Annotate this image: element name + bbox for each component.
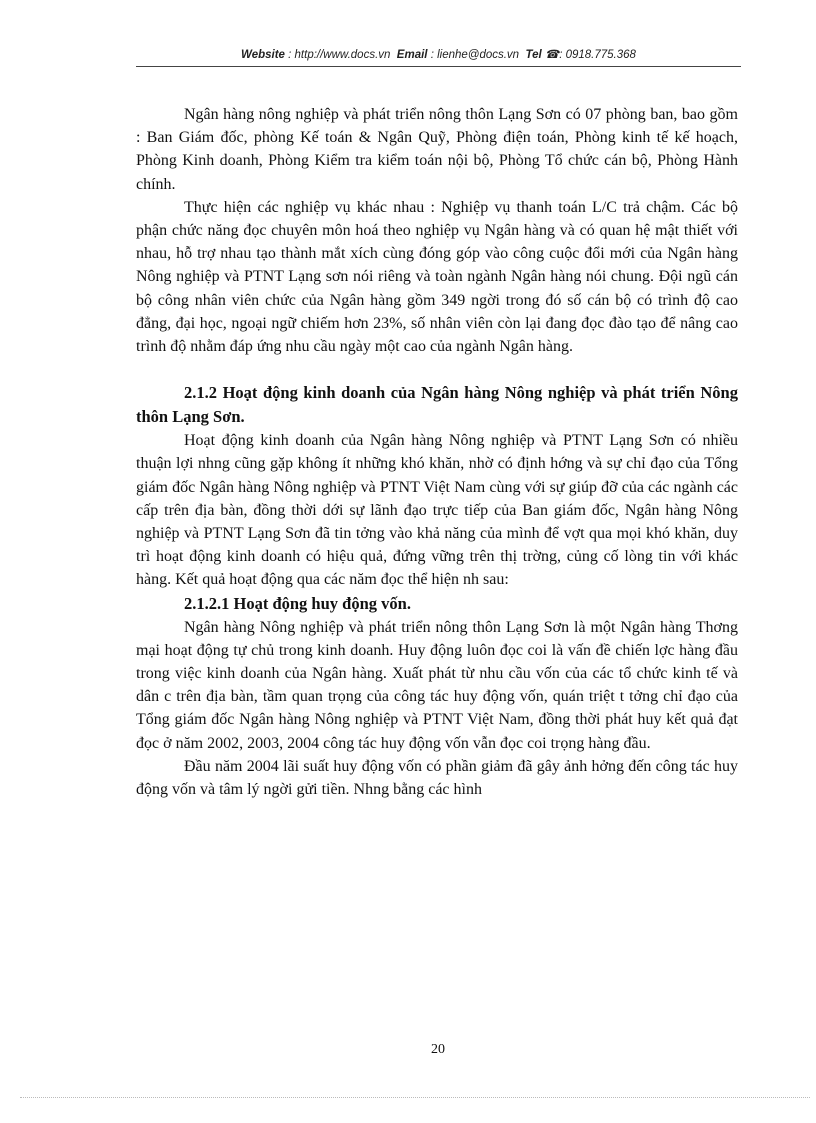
website-label: Website — [241, 49, 285, 61]
section-heading-2-1-2: 2.1.2 Hoạt động kinh doanh của Ngân hàng Nông nghiệp và phát triển Nông thôn Lạng Sơn. — [136, 383, 738, 427]
paragraph-business-activity: Hoạt động kinh doanh của Ngân hàng Nông nghiệp và PTNT Lạng Sơn có nhiều thuận lợi nhng cũng gặp không ít những khó khăn, nhờ có định hớng và sự chỉ đạo của Tổng giám đốc Ngân hàng Nông nghiệp và PTNT Việt Nam cùng với sự giúp đỡ của các ngành các cấp trên địa bàn, đồng thời dới sự lãnh đạo trực tiếp của Ban giám đốc, Ngân hàng Nông nghiệp và PTNT Lạng Sơn đã tin tởng vào khả năng của mình để vợt qua mọi khó khăn, duy trì hoạt động kinh doanh có hiệu quả, đứng vững trên thị trờng, củng cố lòng tin với khác hàng. Kết quả hoạt động qua các năm đọc thể hiện nh sau: — [136, 432, 738, 589]
page-number: 20 — [431, 1042, 445, 1057]
tel-number: ☎: 0918.775.368 — [544, 49, 636, 61]
section-heading-2-1-2-1: 2.1.2.1 Hoạt động huy động vốn. — [184, 593, 411, 613]
document-body — [136, 103, 738, 801]
paragraph-operations: Thực hiện các nghiệp vụ khác nhau : Nghiệp vụ thanh toán L/C trả chậm. Các bộ phận chức năng đọc chuyên môn hoá theo nghiệp vụ Ngân hàng và có quan hệ mật thiết với nhau, hỗ trợ nhau tạo thành mắt xích cùng đóng góp vào công cuộc đổi mới của Ngân hàng Nông nghiệp và PTNT Lạng sơn nói riêng và toàn ngành Ngân hàng nói chung. Đội ngũ cán bộ công nhân viên chức của Ngân hàng gồm 349 ngời trong đó số cán bộ có trình độ cao đẳng, đại học, ngoại ngữ chiếm hơn 23%, số nhân viên còn lại đang đọc đào tạo để nâng cao trình độ nhằm đáp ứng nhu cầu ngày một cao của ngành Ngân hàng. — [136, 198, 738, 356]
header-divider — [136, 66, 741, 67]
email-address[interactable]: : lienhe@docs.vn — [430, 49, 520, 61]
email-label: Email — [396, 49, 428, 61]
page-header — [136, 47, 741, 61]
paragraph-capital-mobilization: Ngân hàng Nông nghiệp và phát triển nông thôn Lạng Sơn là một Ngân hàng Thơng mại hoạt động tự chủ trong kinh doanh. Huy động luôn đọc coi là vấn đề chiến lợc hàng đầu trong việc kinh doanh của Ngân hàng. Xuất phát từ nhu cầu vốn của các tổ chức kinh tế và dân c trên địa bàn, tầm quan trọng của công tác huy động vốn, quán triệt t tởng chỉ đạo của Tổng giám đốc Ngân hàng Nông nghiệp và PTNT Việt Nam, đồng thời phát huy kết quả đạt đọc ở năm 2002, 2003, 2004 công tác huy động vốn vẫn đọc coi trọng hàng đầu. — [136, 618, 738, 752]
paragraph-interest-rate: Đầu năm 2004 lãi suất huy động vốn có phần giảm đã gây ảnh hởng đến công tác huy động vốn và tâm lý ngời gửi tiền. Nhng bằng các hình — [136, 757, 738, 799]
page-bottom-border — [20, 1097, 810, 1098]
paragraph-departments: Ngân hàng nông nghiệp và phát triển nông thôn Lạng Sơn có 07 phòng ban, bao gồm : Ban Giám đốc, phòng Kế toán & Ngân Quỹ, Phòng điện toán, Phòng kinh tế kế hoạch, Phòng Kinh doanh, Phòng Kiểm tra kiểm toán nội bộ, Phòng Tổ chức cán bộ, Phòng Hành chính. — [136, 106, 738, 193]
tel-label: Tel — [525, 49, 542, 61]
website-url[interactable]: : http://www.docs.vn — [288, 49, 391, 61]
paragraph-gap — [136, 358, 738, 381]
